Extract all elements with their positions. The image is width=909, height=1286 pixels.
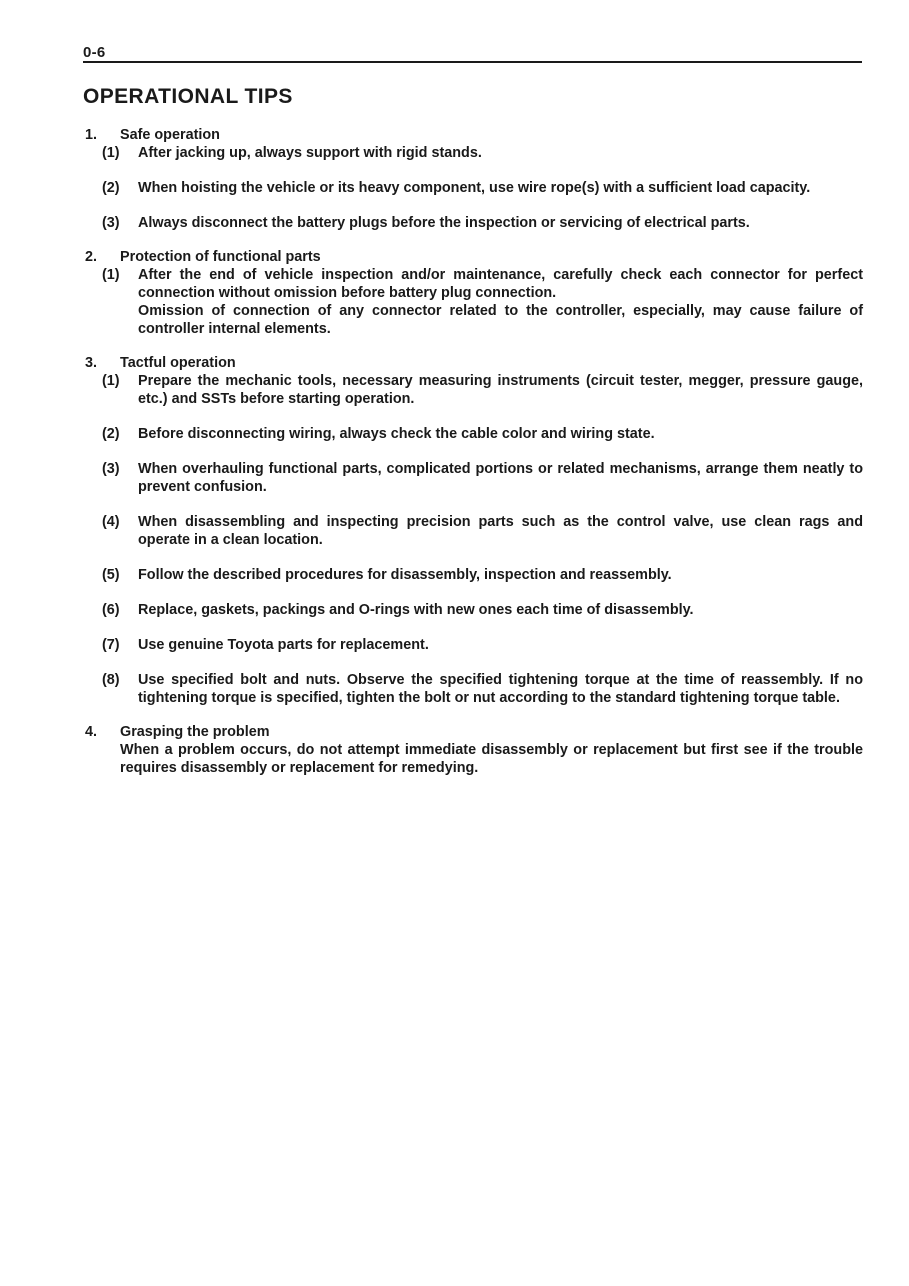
list-item bbox=[85, 179, 863, 197]
list-item bbox=[85, 266, 863, 338]
item-text bbox=[138, 671, 863, 707]
item-number: (3) bbox=[102, 215, 120, 231]
item-text bbox=[138, 566, 863, 584]
section-title: Safe operation bbox=[120, 127, 220, 143]
item-paragraph: Replace, gaskets, packings and O-rings with new ones each time of disassembly. bbox=[138, 602, 694, 618]
section-heading bbox=[85, 248, 863, 266]
list-item bbox=[85, 425, 863, 443]
section-body-text: When a problem occurs, do not attempt immediate disassembly or replacement but first see if the trouble requires disassembly or replacement for remedying. bbox=[120, 742, 863, 776]
item-number: (1) bbox=[102, 145, 120, 161]
section-tactful-operation bbox=[85, 354, 863, 707]
item-number: (5) bbox=[102, 567, 120, 583]
item-number: (1) bbox=[102, 267, 120, 283]
item-paragraph: Prepare the mechanic tools, necessary measuring instruments (circuit tester, megger, pressure gauge, etc.) and SSTs before starting operation. bbox=[138, 373, 863, 407]
page-title: OPERATIONAL TIPS bbox=[83, 85, 293, 108]
section-number: 3. bbox=[85, 355, 98, 371]
item-text bbox=[138, 214, 863, 232]
item-paragraph: Use genuine Toyota parts for replacement. bbox=[138, 637, 429, 653]
list-item bbox=[85, 671, 863, 707]
item-text bbox=[138, 266, 863, 338]
section-grasping-the-problem bbox=[85, 723, 863, 777]
item-paragraph: When hoisting the vehicle or its heavy component, use wire rope(s) with a sufficient load capacity. bbox=[138, 180, 811, 196]
document-body bbox=[85, 126, 863, 793]
item-paragraph: When disassembling and inspecting precision parts such as the control valve, use clean rags and operate in a clean location. bbox=[138, 514, 863, 548]
list-item bbox=[85, 214, 863, 232]
item-text bbox=[138, 425, 863, 443]
header-rule bbox=[83, 61, 862, 63]
section-protection-of-functional-parts bbox=[85, 248, 863, 338]
item-number: (3) bbox=[102, 461, 120, 477]
item-number: (6) bbox=[102, 602, 120, 618]
section-number: 2. bbox=[85, 249, 98, 265]
list-item bbox=[85, 372, 863, 408]
list-item bbox=[85, 460, 863, 496]
section-heading bbox=[85, 126, 863, 144]
list-item bbox=[85, 636, 863, 654]
item-text bbox=[138, 372, 863, 408]
item-number: (1) bbox=[102, 373, 120, 389]
list-item bbox=[85, 144, 863, 162]
list-item bbox=[85, 566, 863, 584]
section-title: Protection of functional parts bbox=[120, 249, 321, 265]
section-heading bbox=[85, 723, 863, 741]
item-paragraph: Always disconnect the battery plugs before the inspection or servicing of electrical parts. bbox=[138, 215, 750, 231]
item-number: (2) bbox=[102, 426, 120, 442]
item-paragraph: When overhauling functional parts, complicated portions or related mechanisms, arrange them neatly to prevent confusion. bbox=[138, 461, 863, 495]
item-paragraph: After the end of vehicle inspection and/or maintenance, carefully check each connector for perfect connection without omission before battery plug connection. bbox=[138, 267, 863, 301]
section-number: 4. bbox=[85, 724, 98, 740]
section-safe-operation bbox=[85, 126, 863, 232]
list-item bbox=[85, 513, 863, 549]
item-number: (8) bbox=[102, 672, 120, 688]
list-item bbox=[85, 601, 863, 619]
item-text bbox=[138, 179, 863, 197]
item-number: (7) bbox=[102, 637, 120, 653]
item-paragraph: Omission of connection of any connector related to the controller, especially, may cause failure of controller internal elements. bbox=[138, 303, 863, 337]
section-title: Tactful operation bbox=[120, 355, 236, 371]
section-heading bbox=[85, 354, 863, 372]
item-text bbox=[138, 460, 863, 496]
item-number: (2) bbox=[102, 180, 120, 196]
item-number: (4) bbox=[102, 514, 120, 530]
item-text bbox=[138, 601, 863, 619]
section-title: Grasping the problem bbox=[120, 724, 270, 740]
section-number: 1. bbox=[85, 127, 98, 143]
item-paragraph: Follow the described procedures for disassembly, inspection and reassembly. bbox=[138, 567, 672, 583]
item-text bbox=[138, 636, 863, 654]
item-text bbox=[138, 144, 863, 162]
page-number: 0-6 bbox=[83, 44, 106, 61]
item-paragraph: Before disconnecting wiring, always check the cable color and wiring state. bbox=[138, 426, 655, 442]
item-text bbox=[138, 513, 863, 549]
item-paragraph: After jacking up, always support with rigid stands. bbox=[138, 145, 482, 161]
item-paragraph: Use specified bolt and nuts. Observe the specified tightening torque at the time of reassembly. If no tightening torque is specified, tighten the bolt or nut according to the standard tightening torque table. bbox=[138, 672, 863, 706]
